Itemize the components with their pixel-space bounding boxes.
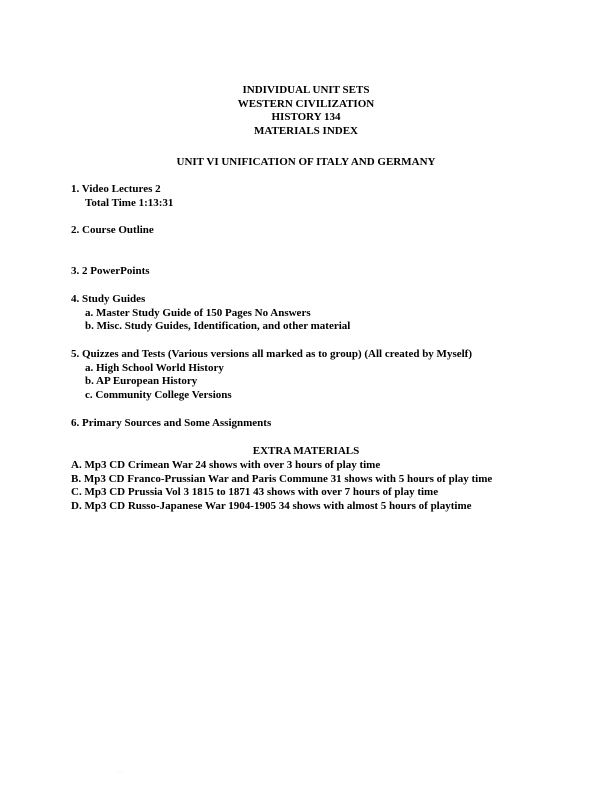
extra-item-franco-prussian-war: B. Mp3 CD Franco-Prussian War and Paris Commune 31 shows with 5 hours of play time — [71, 472, 493, 485]
extra-item-crimean-war: A. Mp3 CD Crimean War 24 shows with over 3 hours of play time — [71, 459, 381, 471]
item-course-outline — [71, 224, 571, 238]
document-header — [0, 84, 612, 138]
header-line-unit-sets: INDIVIDUAL UNIT SETS — [242, 84, 370, 96]
item-study-guides-label: 4. Study Guides — [71, 293, 146, 305]
extra-materials-list — [71, 459, 601, 513]
quiz-high-school: a. High School World History — [85, 361, 224, 374]
item-video-label: 1. Video Lectures 2 — [71, 183, 161, 195]
item-video-total-time: Total Time 1:13:31 — [85, 196, 174, 209]
item-quizzes-tests — [71, 348, 571, 402]
item-quizzes-label: 5. Quizzes and Tests (Various versions all marked as to group) (All created by Myself) — [71, 348, 472, 360]
item-primary-sources — [71, 417, 571, 431]
scan-artifact-mark: · · — [118, 770, 123, 775]
item-study-guides — [71, 293, 571, 334]
item-powerpoints-label: 3. 2 PowerPoints — [71, 265, 150, 277]
item-primary-label: 6. Primary Sources and Some Assignments — [71, 417, 272, 429]
item-video-lectures — [71, 183, 571, 210]
header-line-course: WESTERN CIVILIZATION — [237, 97, 375, 110]
unit-title: UNIT VI UNIFICATION OF ITALY AND GERMANY — [176, 156, 436, 168]
extra-materials-heading: EXTRA MATERIALS — [252, 445, 360, 457]
study-guide-master: a. Master Study Guide of 150 Pages No Answers — [85, 306, 311, 319]
quiz-ap-european: b. AP European History — [85, 375, 198, 387]
extra-item-prussia: C. Mp3 CD Prussia Vol 3 1815 to 1871 43 shows with over 7 hours of play time — [71, 486, 439, 498]
header-line-history: HISTORY 134 — [271, 111, 341, 123]
quiz-community-college: c. Community College Versions — [85, 388, 232, 401]
study-guide-misc: b. Misc. Study Guides, Identification, and other material — [85, 320, 351, 332]
header-line-index: MATERIALS INDEX — [253, 124, 358, 137]
item-powerpoints — [71, 265, 571, 279]
extra-item-russo-japanese-war: D. Mp3 CD Russo-Japanese War 1904-1905 34 shows with almost 5 hours of playtime — [71, 499, 472, 512]
item-outline-label: 2. Course Outline — [71, 224, 154, 236]
